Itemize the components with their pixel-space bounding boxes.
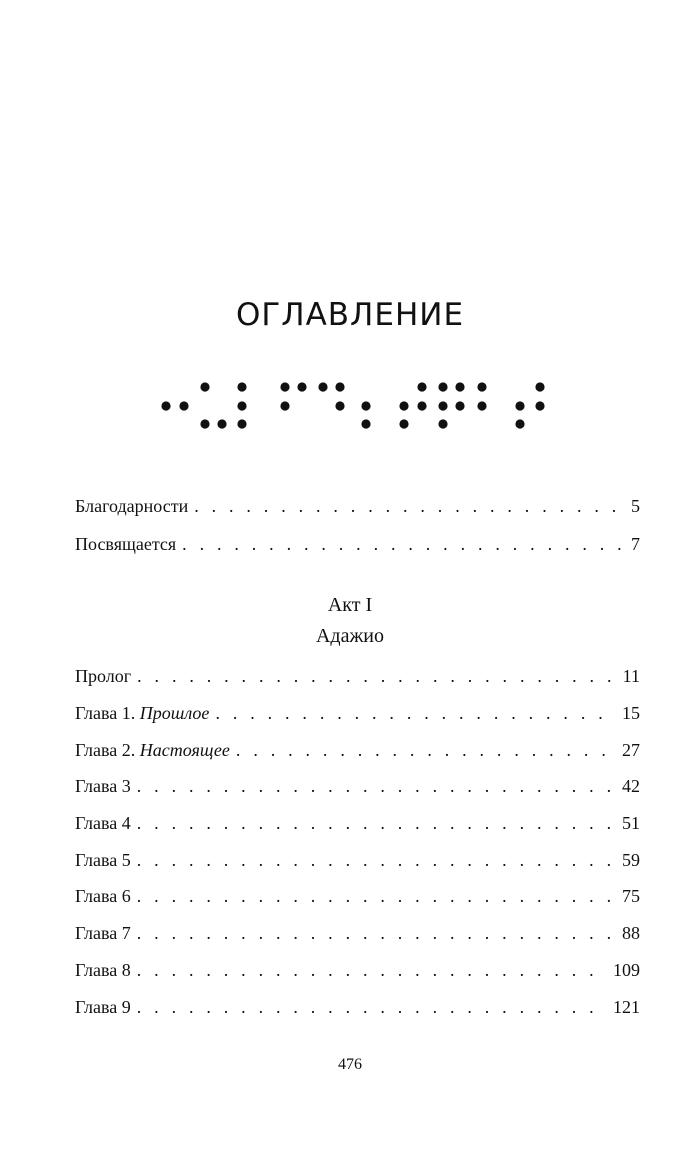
- dot-leader: [137, 918, 616, 948]
- dot-leader: [215, 698, 616, 728]
- entry-label: Посвящается: [75, 534, 177, 554]
- entry-page-number: 109: [613, 960, 640, 980]
- dot-leader: [137, 661, 617, 691]
- toc-entry-chapter-2[interactable]: [75, 735, 640, 765]
- chapter-list: [75, 0, 640, 1155]
- dot-leader: [137, 771, 616, 801]
- entry-page-number: 15: [622, 703, 640, 723]
- page-title: ОГЛАВЛЕНИЕ: [235, 297, 465, 333]
- dot-leader: [137, 992, 607, 1022]
- entry-page-number: 121: [613, 997, 640, 1017]
- entry-page-number: 5: [631, 496, 640, 516]
- toc-entry-chapter-1[interactable]: [75, 698, 640, 728]
- entry-page-number: 11: [622, 666, 640, 686]
- entry-page-number: 75: [622, 886, 640, 906]
- toc-entry-prologue[interactable]: [75, 661, 640, 691]
- entry-label: Пролог: [75, 666, 132, 686]
- dot-leader: [137, 881, 616, 911]
- entry-label: Глава 4: [75, 813, 131, 833]
- toc-entry-chapter-9[interactable]: [75, 992, 640, 1022]
- dot-leader: [137, 955, 607, 985]
- entry-label: Глава 9: [75, 997, 131, 1017]
- entry-page-number: 59: [622, 850, 640, 870]
- entry-subtitle: Прошлое: [139, 703, 210, 723]
- toc-entry-chapter-4[interactable]: [75, 808, 640, 838]
- entry-page-number: 7: [631, 534, 640, 554]
- entry-label: Благодарности: [75, 496, 189, 516]
- entry-page-number: 51: [622, 813, 640, 833]
- toc-entry-chapter-5[interactable]: [75, 845, 640, 875]
- page-number: 476: [338, 1056, 362, 1073]
- entry-label: Глава 6: [75, 886, 131, 906]
- entry-page-number: 27: [622, 740, 640, 760]
- entry-label: Глава 2. Настоящее: [75, 740, 230, 760]
- entry-label: Глава 8: [75, 960, 131, 980]
- entry-page-number: 42: [622, 776, 640, 796]
- entry-subtitle: Настоящее: [139, 740, 230, 760]
- entry-page-number: 88: [622, 923, 640, 943]
- toc-entry-chapter-3[interactable]: [75, 771, 640, 801]
- dot-leader: [236, 735, 616, 765]
- entry-label: Глава 7: [75, 923, 131, 943]
- act-title: Акт I: [327, 594, 373, 616]
- toc-entry-chapter-6[interactable]: [75, 881, 640, 911]
- entry-label: Глава 5: [75, 850, 131, 870]
- dot-leader: [137, 845, 616, 875]
- entry-label: Глава 1. Прошлое: [75, 703, 210, 723]
- toc-entry-chapter-7[interactable]: [75, 918, 640, 948]
- entry-label: Глава 3: [75, 776, 131, 796]
- toc-entry-chapter-8[interactable]: [75, 955, 640, 985]
- act-subtitle: Адажио: [315, 625, 385, 647]
- dot-leader: [137, 808, 616, 838]
